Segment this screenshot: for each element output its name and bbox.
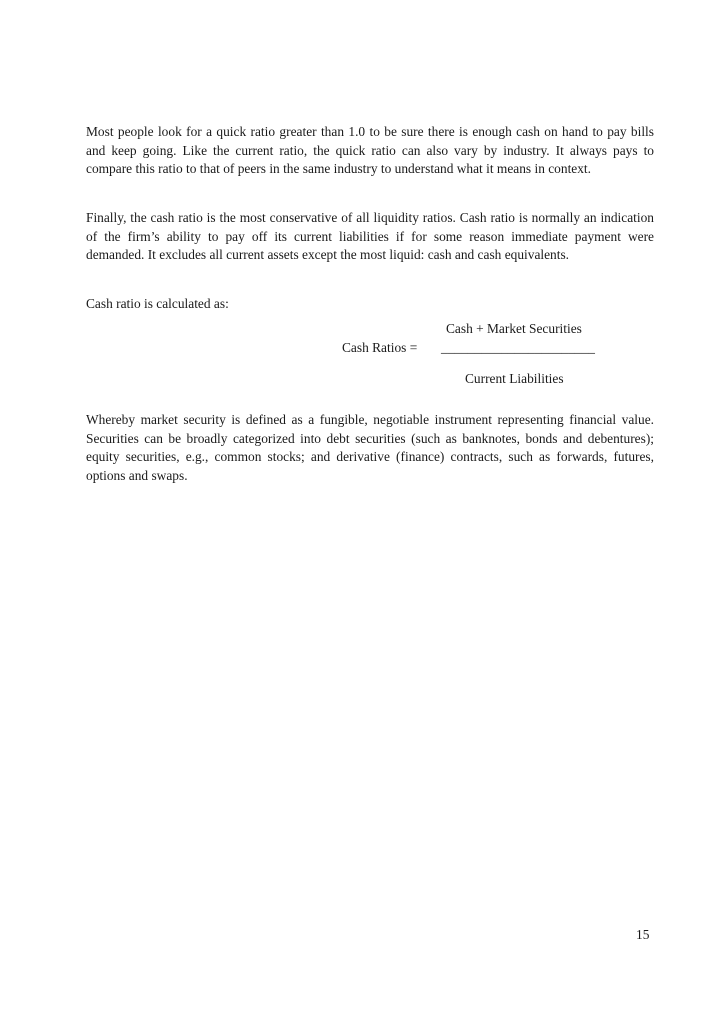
page-number: 15 xyxy=(636,927,650,942)
formula-label: Cash Ratios = xyxy=(342,340,418,355)
paragraph-calc-intro: Cash ratio is calculated as: xyxy=(86,296,229,311)
paragraph-quick-ratio: Most people look for a quick ratio greater than 1.0 to be sure there is enough cash on hand to pay bills and keep going. Like the current ratio, the quick ratio can also vary by industry. It always pays to compare this ratio to that of peers in the same industry to understand what it means in context. xyxy=(86,124,654,176)
formula-numerator: Cash + Market Securities xyxy=(446,321,582,336)
formula-denominator: Current Liabilities xyxy=(465,371,564,386)
paragraph-cash-ratio-intro: Finally, the cash ratio is the most conservative of all liquidity ratios. Cash ratio is normally an indication of the firm’s ability to pay off its current liabilities if for some reason immediate payment were demanded. It excludes all current assets except the most liquid: cash and cash equivalents. xyxy=(86,210,654,262)
paragraph-market-security: Whereby market security is defined as a fungible, negotiable instrument representing financial value. Securities can be broadly categorized into debt securities (such as banknotes, bonds and debentures); equity securities, e.g., common stocks; and derivative (finance) contracts, such as forwards, futures, options and swaps. xyxy=(86,412,654,483)
formula-divider: _______________________ xyxy=(441,340,595,355)
